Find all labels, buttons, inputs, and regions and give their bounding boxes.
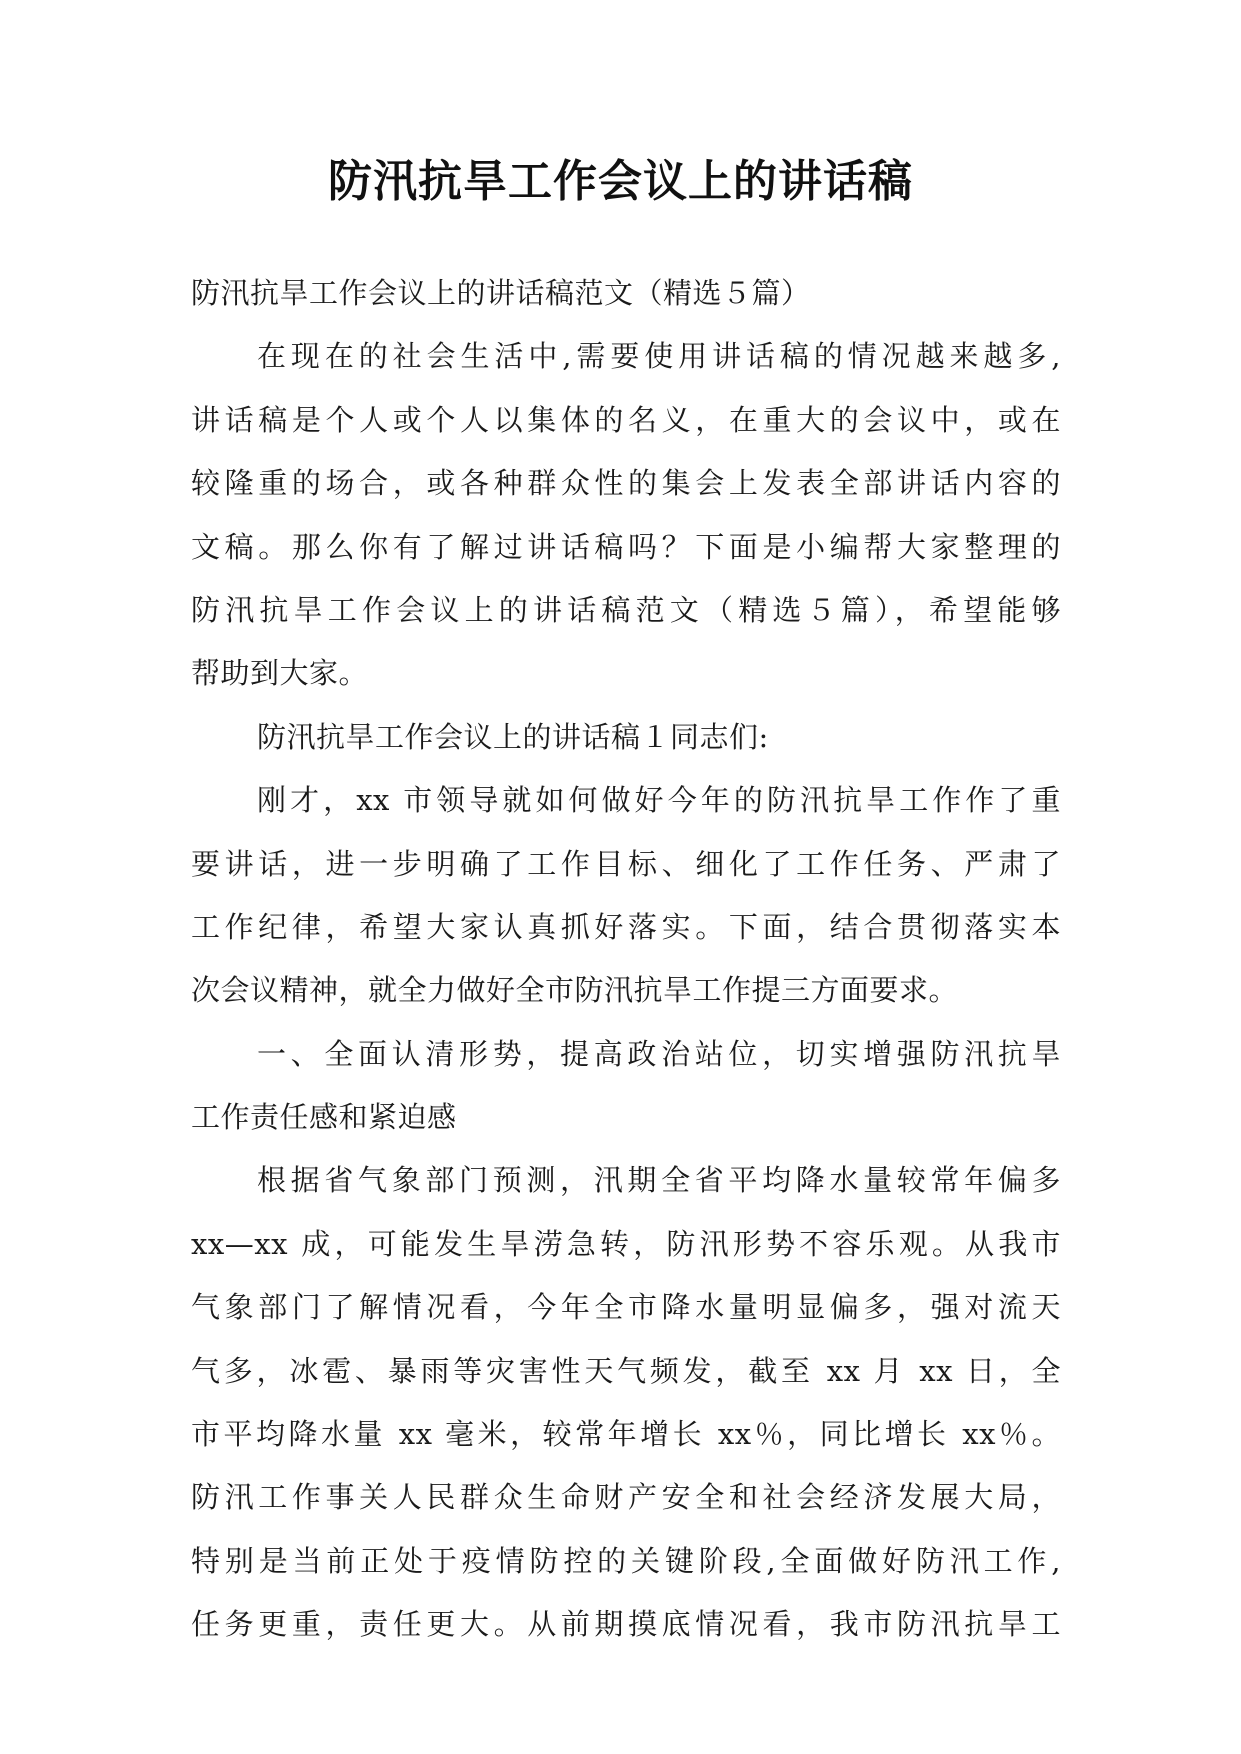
- paragraph-line: 根据省气象部门预测，汛期全省平均降水量较常年偏多: [257, 1163, 1061, 1198]
- paragraph-line: 要讲话，进一步明确了工作目标、细化了工作任务、严肃了: [191, 846, 1061, 881]
- document-title: 防汛抗旱工作会议上的讲话稿: [328, 156, 913, 207]
- subtitle-line: 防汛抗旱工作会议上的讲话稿范文（精选５篇）: [191, 276, 811, 310]
- paragraph-line: 气象部门了解情况看，今年全市降水量明显偏多，强对流天: [191, 1290, 1061, 1325]
- paragraph-line: 任务更重，责任更大。从前期摸底情况看，我市防汛抗旱工: [191, 1607, 1061, 1642]
- paragraph-line: 刚才，xx 市领导就如何做好今年的防汛抗旱工作作了重: [257, 783, 1061, 818]
- paragraph-line: 气多，冰雹、暴雨等灾害性天气频发，截至 xx 月 xx 日，全: [191, 1353, 1061, 1388]
- document-body: [191, 262, 1061, 1657]
- paragraph-line: 工作纪律，希望大家认真抓好落实。下面，结合贯彻落实本: [191, 909, 1061, 944]
- paragraph-line: 特别是当前正处于疫情防控的关键阶段,全面做好防汛工作,: [191, 1543, 1061, 1578]
- section-heading-line: 一、全面认清形势，提高政治站位，切实增强防汛抗旱: [257, 1036, 1061, 1071]
- paragraph-line: 市平均降水量 xx 毫米，较常年增长 xx％，同比增长 xx％。: [191, 1417, 1061, 1452]
- paragraph-line: 次会议精神，就全力做好全市防汛抗旱工作提三方面要求。: [191, 973, 959, 1008]
- section-heading-line: 防汛抗旱工作会议上的讲话稿１同志们:: [257, 719, 769, 754]
- paragraph-line: xx—xx 成，可能发生旱涝急转，防汛形势不容乐观。从我市: [191, 1226, 1061, 1261]
- section-heading-line: 工作责任感和紧迫感: [191, 1100, 457, 1135]
- paragraph-line: 在现在的社会生活中,需要使用讲话稿的情况越来越多,: [257, 339, 1061, 374]
- paragraph-line: 防汛抗旱工作会议上的讲话稿范文（精选５篇），希望能够: [191, 592, 1061, 627]
- paragraph-line: 防汛工作事关人民群众生命财产安全和社会经济发展大局，: [191, 1480, 1061, 1515]
- paragraph-line: 较隆重的场合，或各种群众性的集会上发表全部讲话内容的: [191, 466, 1061, 501]
- paragraph-line: 讲话稿是个人或个人以集体的名义，在重大的会议中，或在: [191, 402, 1061, 437]
- paragraph-line: 文稿。那么你有了解过讲话稿吗？下面是小编帮大家整理的: [191, 529, 1061, 564]
- paragraph-line: 帮助到大家。: [191, 656, 369, 691]
